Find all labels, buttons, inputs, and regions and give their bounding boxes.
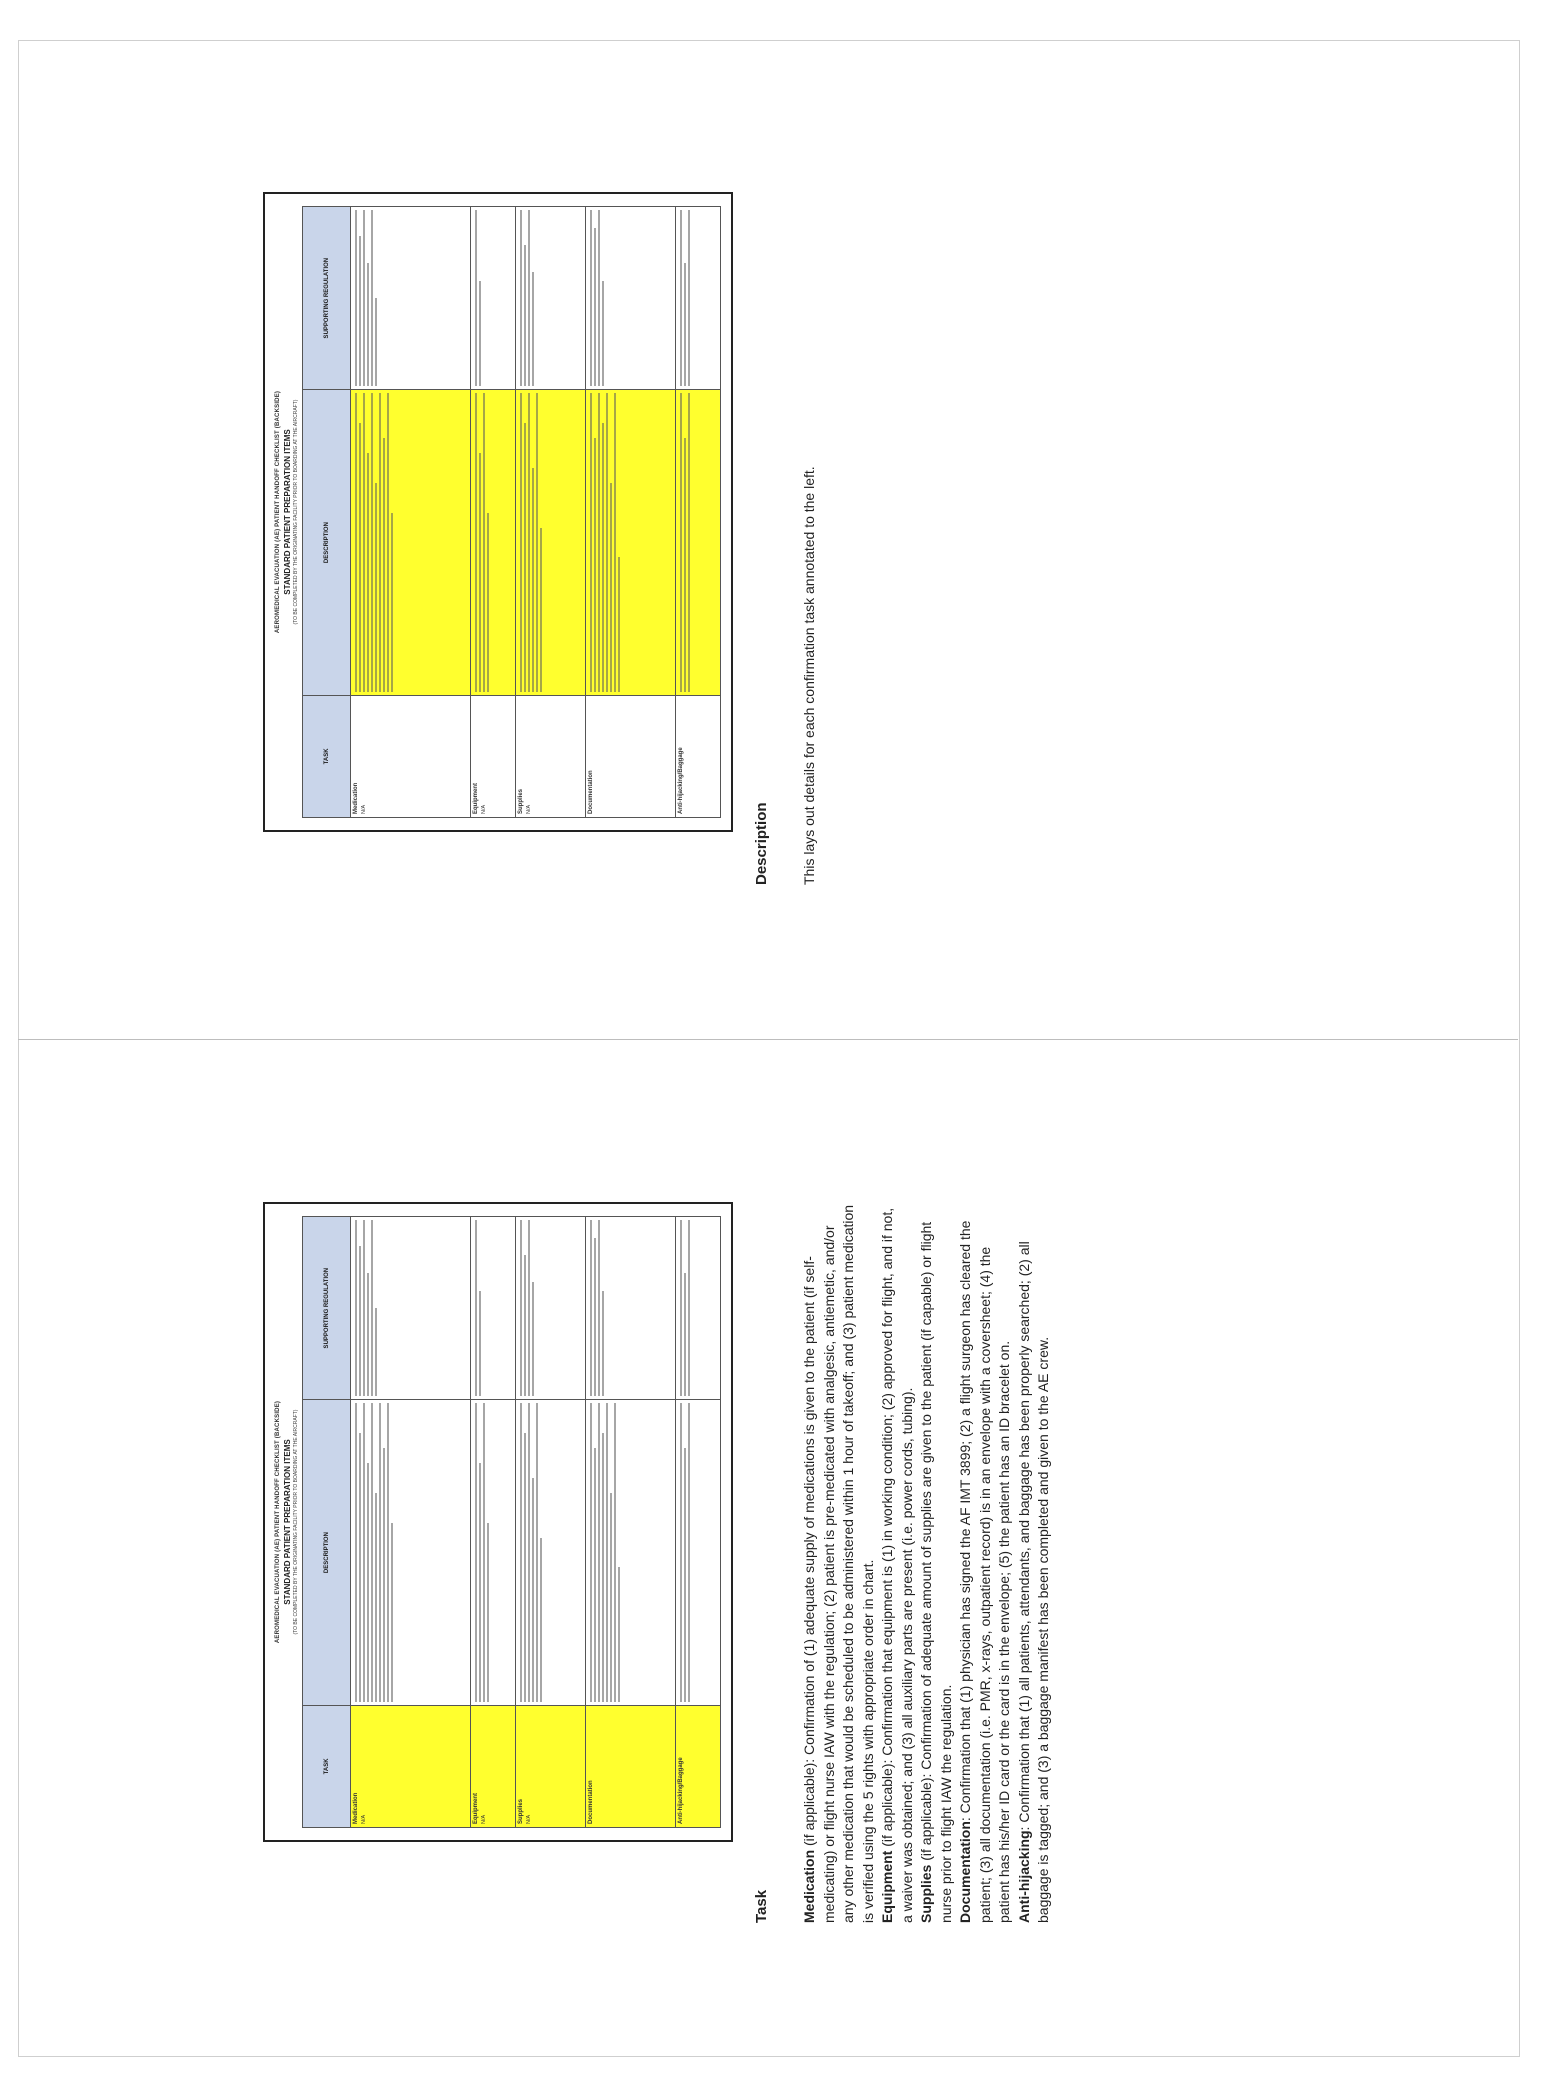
col-regulation: SUPPORTING REGULATION — [303, 1217, 351, 1400]
description-cell — [471, 390, 516, 696]
table-row — [586, 207, 676, 818]
regulation-cell — [351, 1217, 471, 1400]
task-item-anti-hijacking: Anti-hijacking: Confirmation that (1) all patients, attendants, and baggage has been properly searched; (2) all baggage is tagged; and (3) a baggage manifest has been completed and given to the AE crew. — [1015, 1241, 1051, 1923]
regulation-cell — [676, 1217, 721, 1400]
regulation-cell — [471, 1217, 516, 1400]
col-task: TASK — [303, 695, 351, 817]
description-cell — [351, 390, 471, 696]
checklist-table — [302, 206, 721, 818]
description-heading: Description — [753, 802, 770, 885]
task-item-equipment: Equipment (if applicable): Confirmation that equipment is (1) in working condition; (2) approved for flight, and if not, a waiver was obtained; and (3) all auxiliary parts are present (i.e. power cords, tubing). — [879, 1207, 915, 1923]
col-description: DESCRIPTION — [303, 1400, 351, 1706]
table-row — [351, 207, 471, 818]
col-description: DESCRIPTION — [303, 390, 351, 696]
description-cell — [586, 390, 676, 696]
task-cell: Documentation — [586, 1705, 676, 1827]
regulation-cell — [471, 207, 516, 390]
table-row — [676, 207, 721, 818]
checklist-thumbnail — [263, 1202, 733, 1842]
task-cell: Anti-hijacking/Baggage — [676, 695, 721, 817]
thumbnail-note: (TO BE COMPLETED BY THE ORIGINATING FACILITY PRIOR TO BOARDING AT THE AIRCRAFT) — [293, 399, 299, 625]
thumbnail-title: AEROMEDICAL EVACUATION (AE) PATIENT HANDOFF CHECKLIST (BACKSIDE) — [275, 390, 281, 634]
description-cell — [676, 1400, 721, 1706]
thumbnail-subtitle: STANDARD PATIENT PREPARATION ITEMS — [283, 1439, 292, 1605]
task-cell: Supplies N/A — [516, 1705, 586, 1827]
thumbnail-note: (TO BE COMPLETED BY THE ORIGINATING FACILITY PRIOR TO BOARDING AT THE AIRCRAFT) — [293, 1409, 299, 1635]
description-cell — [676, 390, 721, 696]
table-row — [586, 1217, 676, 1828]
top-thumbnail — [263, 192, 733, 832]
task-item-supplies: Supplies (if applicable): Confirmation of adequate amount of supplies are given to the patient (if capable) or flight nurse prior to flight IAW the regulation. — [918, 1221, 954, 1923]
table-row — [676, 1217, 721, 1828]
regulation-cell — [676, 207, 721, 390]
regulation-cell — [516, 1217, 586, 1400]
checklist-thumbnail — [263, 192, 733, 832]
checklist-table — [302, 1216, 721, 1828]
table-row — [516, 207, 586, 818]
task-cell: Supplies N/A — [516, 695, 586, 817]
task-cell: Equipment N/A — [471, 695, 516, 817]
description-cell — [516, 1400, 586, 1706]
regulation-cell — [351, 207, 471, 390]
task-cell: Medication N/A — [351, 695, 471, 817]
task-item-documentation: Documentation: Confirmation that (1) physician has signed the AF IMT 3899; (2) a flight surgeon has cleared the patient; (3) all documentation (i.e. PMR, x-rays, outpatient record) is in an envelope with a coversheet; (4) the patient has his/her ID card or the card is in the envelope; (5) the patient has an ID bracelet on. — [957, 1220, 1012, 1923]
regulation-cell — [586, 207, 676, 390]
description-cell — [351, 1400, 471, 1706]
description-cell — [516, 390, 586, 696]
col-regulation: SUPPORTING REGULATION — [303, 207, 351, 390]
task-heading: Task — [753, 1889, 770, 1923]
col-task: TASK — [303, 1705, 351, 1827]
description-cell — [586, 1400, 676, 1706]
thumbnail-subtitle: STANDARD PATIENT PREPARATION ITEMS — [283, 429, 292, 595]
thumbnail-title: AEROMEDICAL EVACUATION (AE) PATIENT HANDOFF CHECKLIST (BACKSIDE) — [275, 1400, 281, 1644]
table-row — [471, 207, 516, 818]
table-row — [516, 1217, 586, 1828]
regulation-cell — [586, 1217, 676, 1400]
table-row — [471, 1217, 516, 1828]
task-body — [800, 1203, 1054, 1923]
bottom-thumbnail — [263, 1202, 733, 1842]
description-body: This lays out details for each confirmation task annotated to the left. — [801, 466, 817, 885]
task-cell: Anti-hijacking/Baggage — [676, 1705, 721, 1827]
task-cell: Equipment N/A — [471, 1705, 516, 1827]
table-row — [351, 1217, 471, 1828]
regulation-cell — [516, 207, 586, 390]
task-item-medication: Medication (if applicable): Confirmation of (1) adequate supply of medications is given to the patient (if self-medicating) or flight nurse IAW with the regulation; (2) patient is pre-medicated with analgesic, antiemetic, and/or any other medication that would be scheduled to be administered within 1 hour of takeoff; and (3) patient medication is verified using the 5 rights with appropriate order in chart. — [801, 1204, 876, 1923]
task-cell: Medication N/A — [351, 1705, 471, 1827]
task-cell: Documentation — [586, 695, 676, 817]
description-cell — [471, 1400, 516, 1706]
panel-divider — [18, 1039, 1518, 1040]
